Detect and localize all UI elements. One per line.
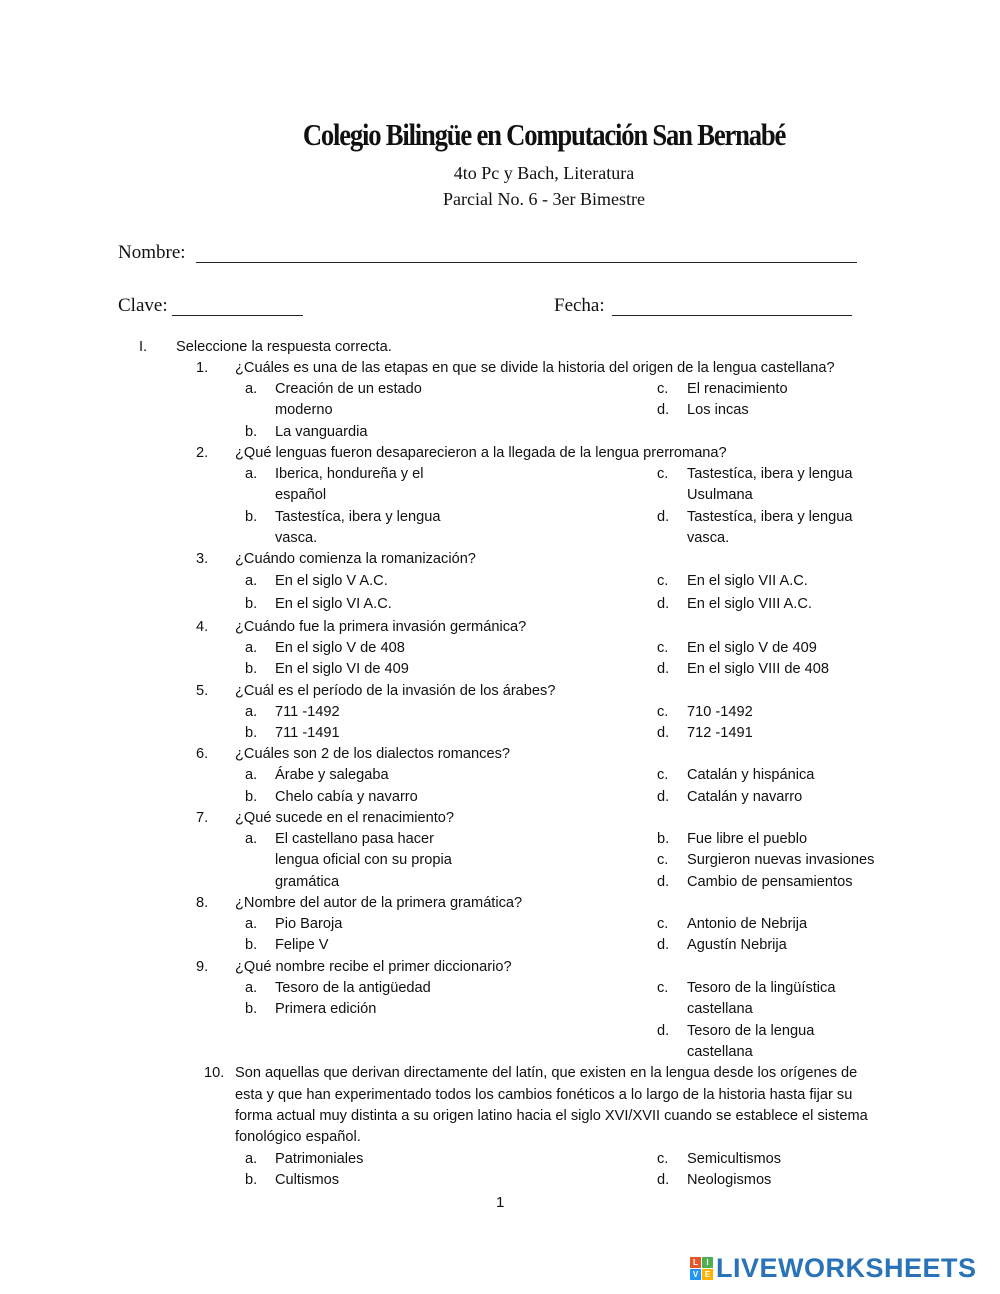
option-letter-c: c. <box>657 916 669 932</box>
option-a-cont: lengua oficial con su propia <box>275 852 452 868</box>
option-letter-c: c. <box>657 381 669 397</box>
option-c[interactable]: Antonio de Nebrija <box>687 916 808 932</box>
date-label: Fecha: <box>554 295 605 316</box>
option-c[interactable]: Catalán y hispánica <box>687 767 815 783</box>
question-text: ¿Qué sucede en el renacimiento? <box>235 810 455 826</box>
option-letter-d: d. <box>657 1023 670 1039</box>
option-b[interactable]: Tastestíca, ibera y lengua <box>275 509 441 525</box>
option-letter-c: c. <box>657 852 669 868</box>
question-text: ¿Qué nombre recibe el primer diccionario? <box>235 959 512 975</box>
option-a[interactable]: Árabe y salegaba <box>275 767 389 783</box>
option-a[interactable]: En el siglo V de 408 <box>275 640 405 656</box>
option-d[interactable]: En el siglo VIII de 408 <box>687 661 829 677</box>
option-c[interactable]: Tesoro de la lingüística <box>687 980 836 996</box>
option-letter-c: c. <box>657 980 669 996</box>
option-a-cont: gramática <box>275 874 340 890</box>
option-b[interactable]: Chelo cabía y navarro <box>275 789 418 805</box>
option-b[interactable]: 711 -1491 <box>275 725 340 741</box>
option-a[interactable]: 711 -1492 <box>275 704 340 720</box>
option-letter-b: b. <box>245 725 258 741</box>
option-d[interactable]: Cambio de pensamientos <box>687 874 853 890</box>
question-number: 2. <box>196 445 209 461</box>
name-line[interactable] <box>196 262 857 263</box>
option-c[interactable]: Semicultismos <box>687 1151 782 1167</box>
option-d[interactable]: Los incas <box>687 402 749 418</box>
option-letter-a: a. <box>245 381 258 397</box>
option-d[interactable]: Neologismos <box>687 1172 772 1188</box>
option-letter-d: d. <box>657 937 670 953</box>
option-d[interactable]: Tesoro de la lengua <box>687 1023 815 1039</box>
question-text: ¿Cuáles es una de las etapas en que se divide la historia del origen de la lengua castellana? <box>235 360 835 376</box>
option-letter-d: d. <box>657 661 670 677</box>
option-letter-c: c. <box>657 704 669 720</box>
option-letter-b: b. <box>657 831 670 847</box>
section-instruction: Seleccione la respuesta correcta. <box>176 339 392 355</box>
option-a[interactable]: Iberica, hondureña y el <box>275 466 424 482</box>
option-b-cont: vasca. <box>275 530 318 546</box>
question-text: ¿Cuál es el período de la invasión de los árabes? <box>235 683 556 699</box>
option-letter-b: b. <box>245 1001 258 1017</box>
option-letter-b: b. <box>245 661 258 677</box>
page-number: 1 <box>496 1194 505 1211</box>
option-b[interactable]: Cultismos <box>275 1172 340 1188</box>
option-b[interactable]: Felipe V <box>275 937 329 953</box>
question-number: 5. <box>196 683 209 699</box>
option-letter-a: a. <box>245 767 258 783</box>
question-text: esta y que han experimentado todos los cambios fonéticos a lo largo de la historia hasta fijar su <box>235 1087 853 1103</box>
option-d-cont: castellana <box>687 1044 753 1060</box>
option-letter-c: c. <box>657 640 669 656</box>
question-number: 8. <box>196 895 209 911</box>
liveworksheets-logo[interactable] <box>690 1253 977 1284</box>
option-a[interactable]: Pio Baroja <box>275 916 343 932</box>
option-letter-d: d. <box>657 1172 670 1188</box>
option-a[interactable]: El castellano pasa hacer <box>275 831 435 847</box>
option-c-cont: castellana <box>687 1001 753 1017</box>
option-a-cont: español <box>275 487 327 503</box>
option-letter-a: a. <box>245 980 258 996</box>
key-line[interactable] <box>172 315 303 316</box>
logo-tile: L <box>690 1257 701 1268</box>
option-letter-d: d. <box>657 509 670 525</box>
option-c[interactable]: El renacimiento <box>687 381 788 397</box>
option-letter-b: b. <box>245 1172 258 1188</box>
question-text: ¿Qué lenguas fueron desaparecieron a la llegada de la lengua prerromana? <box>235 445 727 461</box>
option-d[interactable]: Tastestíca, ibera y lengua <box>687 509 853 525</box>
question-number: 10. <box>204 1065 225 1081</box>
option-letter-d: d. <box>657 874 670 890</box>
question-number: 7. <box>196 810 209 826</box>
section-numeral: I. <box>139 339 148 355</box>
course-line: 4to Pc y Bach, Literatura <box>453 163 635 183</box>
option-a[interactable]: Tesoro de la antigüedad <box>275 980 431 996</box>
option-d[interactable]: Catalán y navarro <box>687 789 803 805</box>
option-c[interactable]: En el siglo V de 409 <box>687 640 817 656</box>
option-letter-a: a. <box>245 916 258 932</box>
question-text: forma actual muy distinta a su origen latino hacia el siglo XVI/XVII cuando se establece el sistema <box>235 1108 868 1124</box>
option-d-cont: vasca. <box>687 530 730 546</box>
option-c-cont: Usulmana <box>687 487 753 503</box>
option-b[interactable]: Primera edición <box>275 1001 377 1017</box>
option-d[interactable]: En el siglo VIII A.C. <box>687 596 812 612</box>
exam-line: Parcial No. 6 - 3er Bimestre <box>443 189 645 209</box>
option-letter-a: a. <box>245 573 258 589</box>
option-c[interactable]: En el siglo VII A.C. <box>687 573 808 589</box>
question-text: ¿Nombre del autor de la primera gramática? <box>235 895 523 911</box>
option-letter-b: b. <box>245 509 258 525</box>
option-letter-d: d. <box>657 725 670 741</box>
option-letter-a: a. <box>245 831 258 847</box>
option-letter-c: c. <box>657 466 669 482</box>
option-d[interactable]: 712 -1491 <box>687 725 753 741</box>
school-name: Colegio Bilingüe en Computación San Bernabé <box>302 117 786 152</box>
option-a-cont: moderno <box>275 402 333 418</box>
option-c[interactable]: Tastestíca, ibera y lengua <box>687 466 853 482</box>
option-letter-d: d. <box>657 596 670 612</box>
question-number: 3. <box>196 551 209 567</box>
option-letter-c: c. <box>657 573 669 589</box>
option-letter-c: c. <box>657 1151 669 1167</box>
option-a[interactable]: Creación de un estado <box>275 381 422 397</box>
logo-tile: E <box>702 1269 713 1280</box>
option-a[interactable]: Patrimoniales <box>275 1151 364 1167</box>
option-letter-b: b. <box>245 424 258 440</box>
logo-icon <box>690 1257 713 1280</box>
question-text: ¿Cuándo comienza la romanización? <box>235 551 476 567</box>
question-number: 1. <box>196 360 209 376</box>
name-label: Nombre: <box>118 242 186 263</box>
option-letter-b: b. <box>245 789 258 805</box>
option-letter-b: b. <box>245 937 258 953</box>
question-text: ¿Cuándo fue la primera invasión germánica? <box>235 619 527 635</box>
date-line[interactable] <box>612 315 852 316</box>
option-b[interactable]: En el siglo VI de 409 <box>275 661 409 677</box>
option-c[interactable]: 710 -1492 <box>687 704 753 720</box>
question-text: ¿Cuáles son 2 de los dialectos romances? <box>235 746 510 762</box>
option-letter-a: a. <box>245 704 258 720</box>
option-b[interactable]: En el siglo VI A.C. <box>275 596 392 612</box>
option-a[interactable]: En el siglo V A.C. <box>275 573 388 589</box>
option-letter-a: a. <box>245 466 258 482</box>
option-letter-d: d. <box>657 789 670 805</box>
logo-tile: V <box>690 1269 701 1280</box>
option-c[interactable]: Surgieron nuevas invasiones <box>687 852 875 868</box>
logo-tile: I <box>702 1257 713 1268</box>
question-text: fonológico español. <box>235 1129 361 1145</box>
option-letter-c: c. <box>657 767 669 783</box>
key-label: Clave: <box>118 295 168 316</box>
question-text: Son aquellas que derivan directamente del latín, que existen en la lengua desde los orígenes de <box>235 1065 858 1081</box>
brand-name: LIVEWORKSHEETS <box>716 1253 977 1283</box>
option-d[interactable]: Agustín Nebrija <box>687 937 787 953</box>
option-b[interactable]: La vanguardia <box>275 424 368 440</box>
question-number: 4. <box>196 619 209 635</box>
option-letter-b: b. <box>245 596 258 612</box>
question-number: 6. <box>196 746 209 762</box>
question-number: 9. <box>196 959 209 975</box>
option-letter-a: a. <box>245 640 258 656</box>
option-letter-d: d. <box>657 402 670 418</box>
option-b[interactable]: Fue libre el pueblo <box>687 831 808 847</box>
option-letter-a: a. <box>245 1151 258 1167</box>
